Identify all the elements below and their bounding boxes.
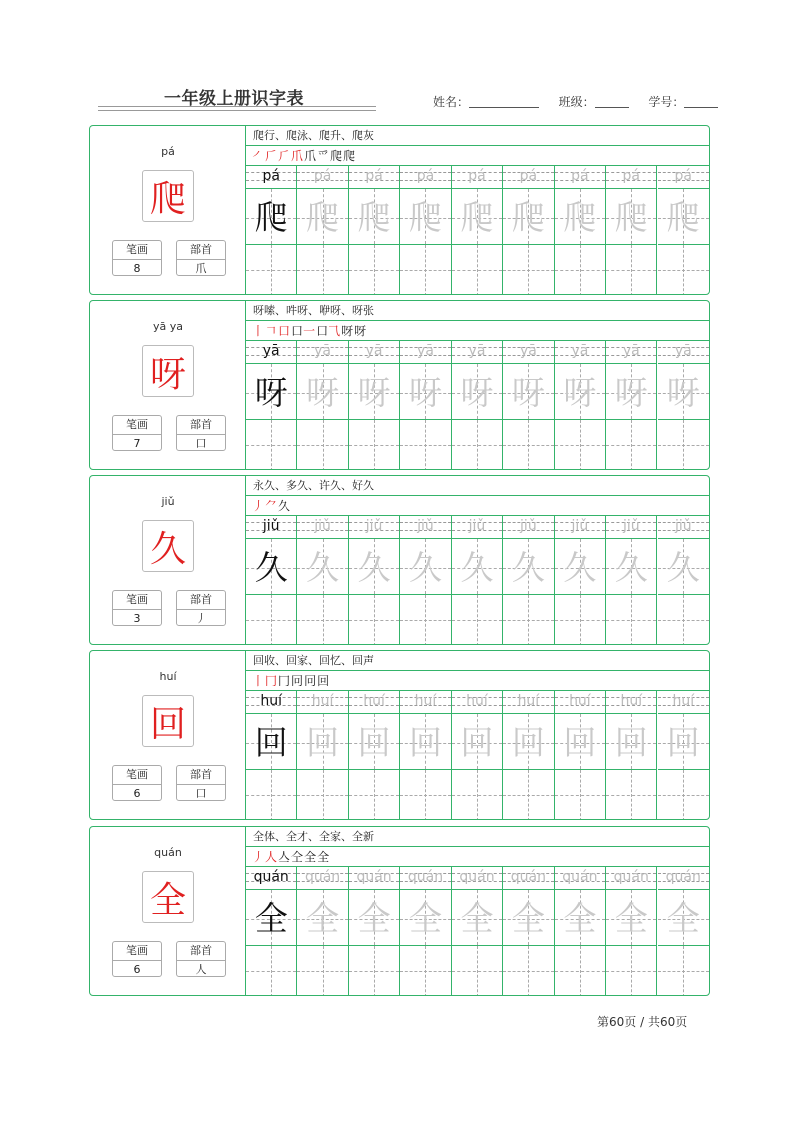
- character-card: [89, 300, 710, 470]
- cell-character: 回: [460, 723, 494, 762]
- stroke-step: 呀: [354, 324, 367, 338]
- cell-pinyin: jiǔ: [365, 518, 383, 534]
- cell-pinyin: yā: [262, 343, 280, 359]
- radical-label: 部首: [177, 591, 225, 610]
- cell-pinyin: huí: [311, 693, 334, 709]
- class-field[interactable]: [595, 95, 629, 108]
- character-pinyin: yā ya: [153, 320, 183, 333]
- stroke-step: 𠃍: [265, 324, 278, 338]
- cell-pinyin: pá: [571, 168, 589, 184]
- cell-pinyin: huí: [517, 693, 540, 709]
- cell-pinyin: yā: [417, 343, 434, 359]
- stroke-step: 丿: [252, 850, 265, 864]
- cell-character: 全: [357, 899, 391, 938]
- practice-cell[interactable]: [503, 867, 554, 996]
- cell-pinyin: yā: [571, 343, 589, 359]
- stroke-step: 爪: [304, 149, 317, 163]
- title-underline-2: [98, 110, 376, 111]
- name-field[interactable]: [469, 95, 539, 108]
- cell-pinyin: yā: [519, 343, 537, 359]
- practice-cell[interactable]: [452, 341, 503, 470]
- cell-character: 回: [254, 723, 288, 762]
- stroke-step: 亼: [278, 850, 291, 864]
- stroke-count-label: 笔画: [113, 766, 161, 785]
- stroke-step: 回: [317, 674, 330, 688]
- stroke-step: 爬: [330, 149, 343, 163]
- practice-cell[interactable]: [555, 867, 606, 996]
- cell-character: 全: [511, 899, 545, 938]
- student-fields: [433, 93, 718, 110]
- cell-pinyin: jiǔ: [520, 518, 537, 534]
- cell-character: 呀: [254, 373, 288, 412]
- stroke-step: 爪: [291, 149, 304, 163]
- character-info: [90, 651, 246, 819]
- character-info: [90, 476, 246, 644]
- cell-character: 久: [254, 548, 288, 587]
- stroke-step: 人: [265, 850, 278, 864]
- character-display: 久: [142, 520, 194, 572]
- practice-cell[interactable]: [297, 516, 348, 645]
- practice-cell[interactable]: [246, 166, 297, 295]
- character-pinyin: pá: [161, 145, 175, 158]
- practice-cell[interactable]: [606, 516, 657, 645]
- cell-character: 久: [614, 548, 648, 587]
- cell-character: 呀: [408, 373, 442, 412]
- radical-label: 部首: [177, 766, 225, 785]
- name-label: 姓名：: [433, 95, 470, 109]
- stroke-count-value: 7: [133, 437, 141, 450]
- practice-cell[interactable]: [452, 691, 503, 820]
- cell-character: 全: [563, 899, 597, 938]
- radical-box: [176, 240, 226, 276]
- practice-cell[interactable]: [246, 867, 297, 996]
- cell-pinyin: jiǔ: [622, 518, 640, 534]
- cell-pinyin: pá: [674, 168, 693, 184]
- stroke-order: [246, 847, 709, 867]
- stroke-order: [246, 321, 709, 341]
- cell-character: 爬: [306, 198, 340, 237]
- practice-cell[interactable]: [400, 516, 451, 645]
- stroke-step: 呀: [341, 324, 354, 338]
- class-label: 班级：: [558, 95, 595, 109]
- stroke-order: [246, 671, 709, 691]
- cell-character: 久: [460, 548, 494, 587]
- cell-character: 呀: [614, 373, 648, 412]
- cell-pinyin: quán: [304, 869, 341, 885]
- radical-box: [176, 590, 226, 626]
- radical-label: 部首: [177, 416, 225, 435]
- practice-cell[interactable]: [297, 341, 348, 470]
- radical-value: 丿: [195, 612, 207, 625]
- practice-cell[interactable]: [400, 341, 451, 470]
- cell-character: 回: [306, 723, 340, 762]
- cell-pinyin: quán: [562, 869, 598, 885]
- stroke-count-value: 8: [133, 262, 141, 275]
- cell-character: 呀: [563, 373, 597, 412]
- stroke-step: 全: [304, 850, 317, 864]
- cell-character: 回: [408, 723, 442, 762]
- cell-character: 回: [614, 723, 648, 762]
- cell-pinyin: pá: [313, 168, 332, 184]
- character-display: 爬: [142, 170, 194, 222]
- cell-pinyin: pá: [262, 168, 280, 184]
- cell-pinyin: quán: [253, 869, 289, 885]
- stroke-step: 口一: [291, 324, 316, 338]
- stroke-step: 爫: [317, 149, 330, 163]
- stroke-step: 丨: [252, 674, 265, 688]
- practice-cell[interactable]: [349, 867, 400, 996]
- cell-pinyin: jiǔ: [468, 518, 486, 534]
- example-words: 呀嗦、吽呀、咿呀、呀张: [246, 301, 709, 321]
- cell-pinyin: pá: [622, 168, 641, 184]
- character-display: 全: [142, 871, 194, 923]
- character-info: [90, 827, 246, 995]
- practice-cell[interactable]: [606, 166, 657, 295]
- cell-character: 久: [408, 548, 442, 587]
- practice-area: [246, 476, 709, 644]
- practice-grid: [246, 867, 709, 996]
- cell-pinyin: quán: [613, 869, 649, 885]
- cell-character: 爬: [408, 198, 442, 237]
- cell-character: 呀: [511, 373, 545, 412]
- stroke-count-label: 笔画: [113, 591, 161, 610]
- stroke-count-label: 笔画: [113, 416, 161, 435]
- practice-area: [246, 651, 709, 819]
- radical-label: 部首: [177, 942, 225, 961]
- cell-pinyin: yā: [314, 343, 332, 359]
- stroke-step: 全: [317, 850, 330, 864]
- page-footer: 第60页 / 共60页: [597, 1015, 688, 1029]
- cell-character: 呀: [666, 373, 700, 412]
- character-card: [89, 125, 710, 295]
- cell-character: 久: [306, 548, 340, 587]
- character-pinyin: huí: [159, 670, 177, 683]
- cell-pinyin: jiǔ: [571, 518, 589, 534]
- practice-cell[interactable]: [658, 691, 709, 820]
- practice-cell[interactable]: [400, 166, 451, 295]
- stroke-count-value: 6: [133, 787, 141, 800]
- cell-pinyin: jiǔ: [674, 518, 692, 534]
- cell-character: 久: [563, 548, 597, 587]
- character-pinyin: jiǔ: [161, 495, 175, 508]
- cell-pinyin: huí: [260, 693, 283, 709]
- stroke-step: 口⺄: [316, 324, 341, 338]
- practice-cell[interactable]: [555, 516, 606, 645]
- cell-character: 回: [357, 723, 391, 762]
- stroke-step: 久: [278, 499, 291, 513]
- character-card: [89, 826, 710, 996]
- radical-box: [176, 765, 226, 801]
- cell-character: 回: [666, 723, 700, 762]
- practice-cell[interactable]: [606, 691, 657, 820]
- stroke-count-value: 6: [133, 963, 141, 976]
- stroke-count-box: [112, 765, 162, 801]
- stroke-step: 冋: [291, 674, 304, 688]
- character-display: 回: [142, 695, 194, 747]
- cell-pinyin: yā: [365, 343, 383, 359]
- stroke-step: 仝: [291, 850, 304, 864]
- practice-grid: [246, 691, 709, 820]
- cell-character: 全: [408, 899, 442, 938]
- cell-character: 爬: [511, 198, 545, 237]
- practice-cell[interactable]: [349, 341, 400, 470]
- practice-cell[interactable]: [555, 341, 606, 470]
- cell-pinyin: jiǔ: [262, 518, 280, 534]
- cell-character: 全: [306, 899, 340, 938]
- stroke-count-value: 3: [133, 612, 141, 625]
- character-display: 呀: [142, 345, 194, 397]
- practice-cell[interactable]: [503, 691, 554, 820]
- practice-cell[interactable]: [555, 691, 606, 820]
- cell-character: 呀: [460, 373, 494, 412]
- practice-grid: [246, 166, 709, 295]
- cell-character: 全: [254, 899, 288, 938]
- cell-pinyin: yā: [622, 343, 640, 359]
- cell-pinyin: quán: [510, 869, 546, 885]
- cell-character: 爬: [460, 198, 494, 237]
- practice-cell[interactable]: [555, 166, 606, 295]
- stroke-step: 口: [278, 324, 291, 338]
- practice-cell[interactable]: [246, 691, 297, 820]
- practice-cell[interactable]: [297, 867, 348, 996]
- practice-cell[interactable]: [246, 516, 297, 645]
- cell-character: 呀: [306, 373, 340, 412]
- stroke-step: ㇒: [252, 149, 265, 163]
- practice-cell[interactable]: [503, 341, 554, 470]
- stroke-step: 爬: [343, 149, 356, 163]
- radical-label: 部首: [177, 241, 225, 260]
- cell-character: 全: [666, 899, 700, 938]
- cell-pinyin: huí: [569, 693, 591, 709]
- practice-cell[interactable]: [503, 166, 554, 295]
- stroke-step: ⺈: [265, 499, 278, 513]
- practice-grid: [246, 341, 709, 470]
- cell-character: 爬: [357, 198, 391, 237]
- stroke-order: [246, 496, 709, 516]
- cell-pinyin: yā: [674, 343, 692, 359]
- cell-pinyin: pá: [519, 168, 538, 184]
- practice-cell[interactable]: [400, 691, 451, 820]
- title-underline: [98, 106, 376, 107]
- character-info: [90, 301, 246, 469]
- example-words: 回收、回家、回忆、回声: [246, 651, 709, 671]
- character-pinyin: quán: [154, 846, 182, 859]
- cell-pinyin: huí: [620, 693, 643, 709]
- stroke-count-box: [112, 590, 162, 626]
- cell-character: 全: [460, 899, 494, 938]
- cell-character: 呀: [357, 373, 391, 412]
- radical-value: 口: [195, 787, 207, 800]
- cell-character: 回: [511, 723, 545, 762]
- page-header: [0, 0, 800, 125]
- cell-pinyin: huí: [363, 693, 385, 709]
- cell-pinyin: quán: [407, 869, 444, 885]
- cell-character: 全: [614, 899, 648, 938]
- cell-pinyin: pá: [365, 168, 383, 184]
- page-title: 一年级上册识字表: [164, 89, 304, 109]
- example-words: 全体、全才、全家、全新: [246, 827, 709, 847]
- stroke-count-box: [112, 941, 162, 977]
- cell-pinyin: pá: [468, 168, 486, 184]
- cell-pinyin: huí: [672, 693, 695, 709]
- practice-cell[interactable]: [658, 867, 709, 996]
- practice-cell[interactable]: [606, 341, 657, 470]
- cell-character: 爬: [563, 198, 597, 237]
- stroke-step: 丿: [252, 499, 265, 513]
- radical-box: [176, 415, 226, 451]
- cell-pinyin: jiǔ: [314, 518, 331, 534]
- cell-pinyin: quán: [459, 869, 495, 885]
- practice-grid: [246, 516, 709, 645]
- stroke-step: 冂: [265, 674, 278, 688]
- practice-cell[interactable]: [606, 867, 657, 996]
- radical-box: [176, 941, 226, 977]
- stroke-step: 丨: [252, 324, 265, 338]
- example-words: 永久、多久、许久、好久: [246, 476, 709, 496]
- practice-cell[interactable]: [452, 516, 503, 645]
- cell-character: 久: [357, 548, 391, 587]
- practice-cell[interactable]: [452, 166, 503, 295]
- cell-pinyin: pá: [416, 168, 435, 184]
- cell-character: 回: [563, 723, 597, 762]
- stroke-count-label: 笔画: [113, 942, 161, 961]
- practice-area: [246, 126, 709, 294]
- character-info: [90, 126, 246, 294]
- id-field[interactable]: [684, 95, 718, 108]
- character-card: [89, 650, 710, 820]
- cell-pinyin: huí: [414, 693, 437, 709]
- practice-cell[interactable]: [297, 166, 348, 295]
- cell-pinyin: quán: [665, 869, 701, 885]
- practice-cell[interactable]: [400, 867, 451, 996]
- cell-character: 久: [666, 548, 700, 587]
- practice-cell[interactable]: [658, 341, 709, 470]
- stroke-step: 冂: [278, 674, 291, 688]
- stroke-step: ⺁: [278, 149, 291, 163]
- cell-character: 爬: [254, 198, 288, 237]
- practice-cell[interactable]: [658, 166, 709, 295]
- radical-value: 口: [195, 437, 207, 450]
- example-words: 爬行、爬泳、爬升、爬灰: [246, 126, 709, 146]
- cell-pinyin: huí: [466, 693, 488, 709]
- stroke-step: 冋: [304, 674, 317, 688]
- practice-cell[interactable]: [503, 516, 554, 645]
- stroke-count-box: [112, 240, 162, 276]
- practice-cell[interactable]: [658, 516, 709, 645]
- practice-cell[interactable]: [246, 341, 297, 470]
- cell-character: 爬: [614, 198, 648, 237]
- stroke-order: [246, 146, 709, 166]
- cell-pinyin: quán: [356, 869, 392, 885]
- cell-pinyin: yā: [468, 343, 486, 359]
- stroke-count-box: [112, 415, 162, 451]
- cell-character: 爬: [666, 198, 700, 237]
- practice-cell[interactable]: [349, 691, 400, 820]
- stroke-step: 𠂆: [265, 149, 278, 163]
- practice-cell[interactable]: [452, 867, 503, 996]
- radical-value: 人: [195, 963, 207, 976]
- cell-character: 久: [511, 548, 545, 587]
- cell-pinyin: jiǔ: [417, 518, 434, 534]
- id-label: 学号：: [648, 95, 685, 109]
- stroke-count-label: 笔画: [113, 241, 161, 260]
- practice-cell[interactable]: [349, 166, 400, 295]
- practice-area: [246, 301, 709, 469]
- practice-cell[interactable]: [349, 516, 400, 645]
- character-card: [89, 475, 710, 645]
- practice-cell[interactable]: [297, 691, 348, 820]
- radical-value: 爪: [195, 262, 207, 275]
- practice-area: [246, 827, 709, 995]
